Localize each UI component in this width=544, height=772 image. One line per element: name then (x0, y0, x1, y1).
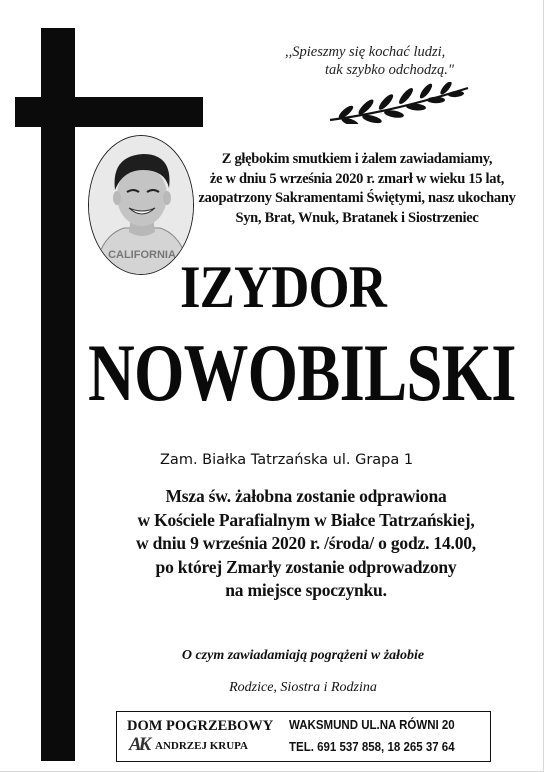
portrait-photo (88, 135, 194, 275)
memorial-quote (285, 43, 485, 79)
mass-line-3: w dniu 9 września 2020 r. /środa/ o godz. 14.00, (136, 533, 476, 553)
quote-line-2: tak szybko odchodzą." (325, 62, 454, 78)
mourners-note: O czym zawiadamiają pogrążeni w żałobie (181, 648, 425, 663)
family-signature: Rodzice, Siostra i Rodzina (229, 680, 377, 695)
deceased-address: Zam. Białka Tatrzańska ul. Grapa 1 (160, 452, 414, 468)
mass-line-1: Msza św. żałobna zostanie odprawiona (165, 486, 447, 506)
laurel-branch-icon (322, 82, 472, 124)
funeral-home-name: DOM POGRZEBOWY (127, 718, 274, 734)
funeral-mass-info (86, 485, 526, 603)
intro-line-1: Z głębokim smutkiem i żalem zawiadamiamy, (221, 151, 493, 167)
quote-line-1: ,,Spieszmy się kochać ludzi, (285, 44, 446, 60)
shirt-text: CALIFORNIA (108, 249, 176, 261)
intro-line-3: zaopatrzony Sakramentami Świętymi, nasz ukochany (198, 190, 516, 206)
mass-line-2: w Kościele Parafialnym w Białce Tatrzańskiej, (137, 509, 475, 530)
mass-line-5: na miejsce spoczynku. (225, 580, 387, 600)
deceased-last-name: NOWOBILSKI (88, 327, 516, 418)
funeral-home-box (116, 711, 491, 762)
cross-icon (41, 28, 75, 761)
funeral-home-owner: ANDRZEJ KRUPA (155, 740, 248, 752)
funeral-home-logo: AK (129, 734, 149, 755)
mass-line-4: po której Zmarły zostanie odprowadzony (155, 556, 457, 577)
intro-line-2: że w dniu 5 września 2020 r. zmarł w wieku 15 lat, (209, 170, 505, 187)
announcement-text (196, 150, 518, 228)
intro-line-4: Syn, Brat, Wnuk, Bratanek i Siostrzeniec (235, 209, 479, 226)
deceased-first-name: IZYDOR (180, 254, 386, 320)
funeral-home-phone: TEL. 691 537 858, 18 265 37 64 (289, 740, 455, 754)
funeral-home-address: WAKSMUND UL.NA RÓWNI 20 (289, 718, 455, 732)
cross-beam (15, 97, 203, 127)
